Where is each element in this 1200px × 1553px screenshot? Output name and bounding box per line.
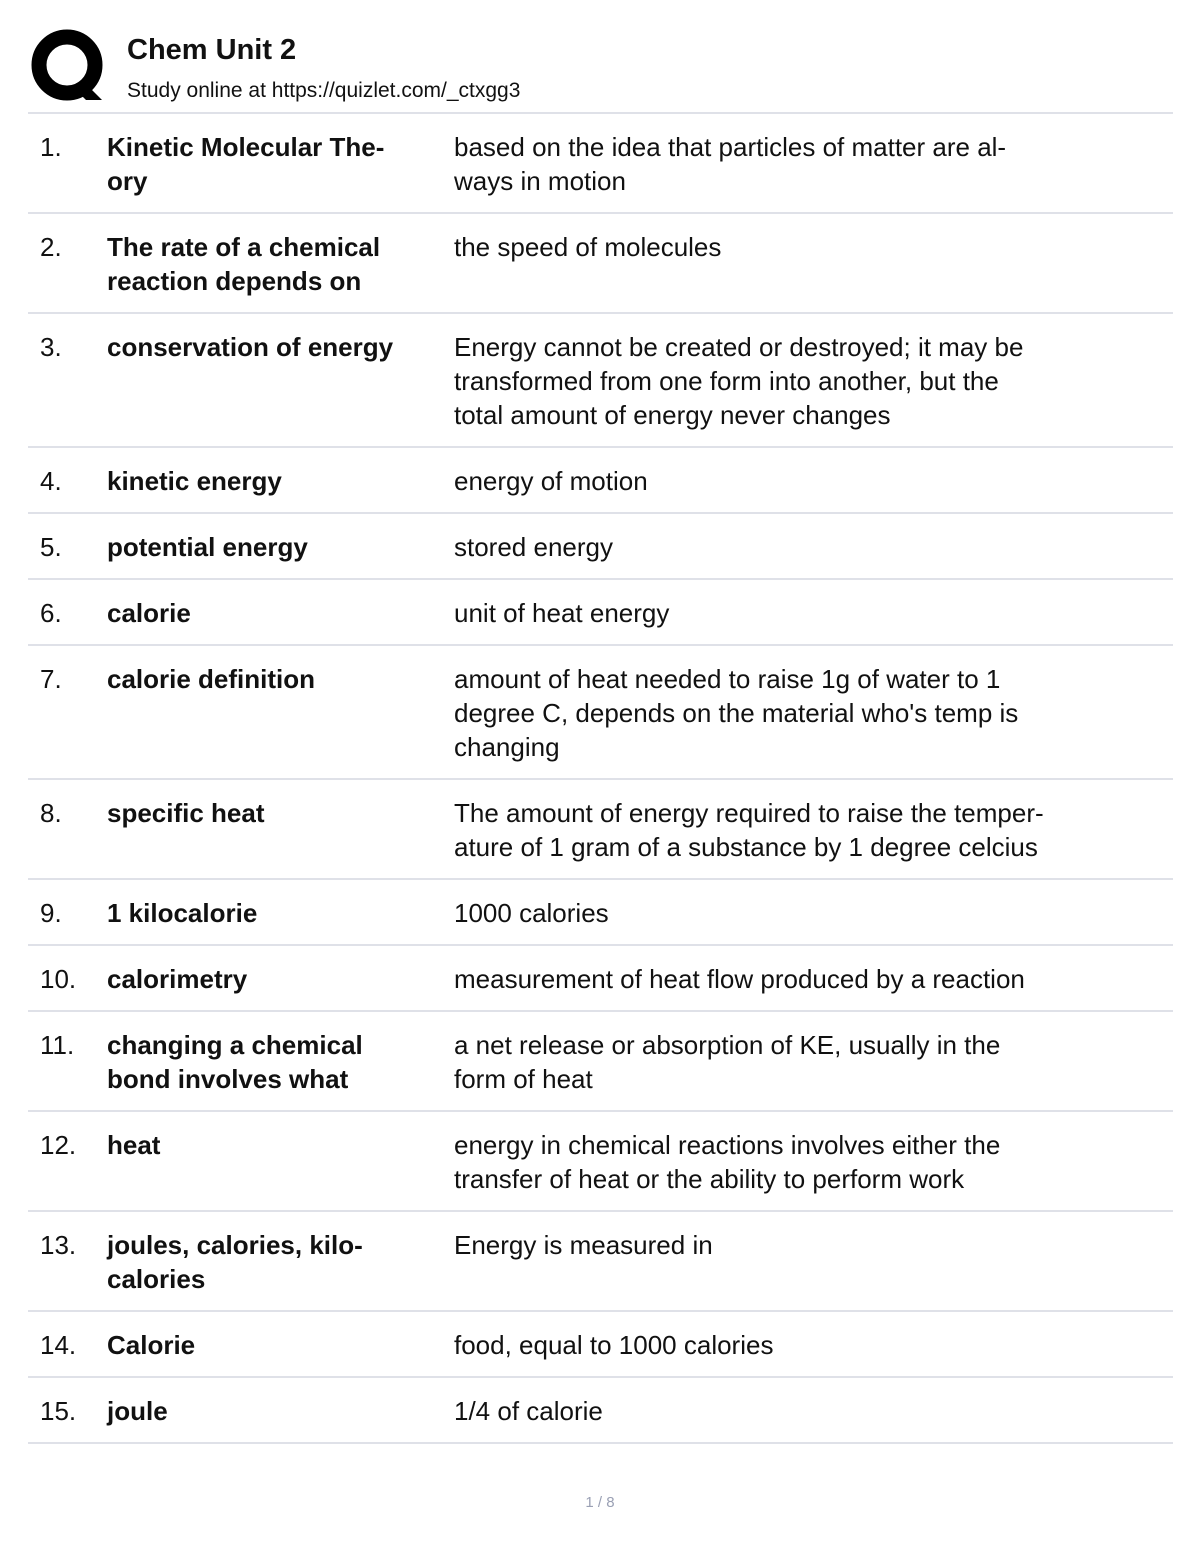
term-line: Kinetic Molecular The- <box>107 132 385 162</box>
card-number: 14. <box>40 1330 77 1360</box>
card-number: 4. <box>40 466 62 496</box>
card-definition <box>454 1028 1169 1096</box>
definition-line: unit of heat energy <box>454 598 670 628</box>
card-term <box>107 530 447 564</box>
term-line: heat <box>107 1130 161 1160</box>
definition-line: The amount of energy required to raise the temper- <box>454 798 1044 828</box>
card-row <box>28 214 1173 314</box>
term-line: The rate of a chemical <box>107 232 381 262</box>
term-line: ory <box>107 166 148 196</box>
definition-line: degree C, depends on the material who's temp is <box>454 698 1019 728</box>
card-term <box>107 1028 447 1096</box>
definition-line: ature of 1 gram of a substance by 1 degree celcius <box>454 832 1038 862</box>
definition-line: energy in chemical reactions involves either the <box>454 1130 1001 1160</box>
card-definition <box>454 662 1169 764</box>
card-row <box>28 1312 1173 1378</box>
card-definition <box>454 596 1169 630</box>
term-line: calorie definition <box>107 664 316 694</box>
card-number: 8. <box>40 798 62 828</box>
card-row <box>28 1012 1173 1112</box>
term-line: calories <box>107 1264 206 1294</box>
card-term <box>107 230 447 298</box>
definition-line: measurement of heat flow produced by a reaction <box>454 964 1025 994</box>
card-term <box>107 896 447 930</box>
definition-line: 1000 calories <box>454 898 609 928</box>
card-term <box>107 464 447 498</box>
term-line: joules, calories, kilo- <box>107 1230 363 1260</box>
definition-line: transfer of heat or the ability to perform work <box>454 1164 965 1194</box>
term-line: conservation of energy <box>107 332 394 362</box>
card-number: 3. <box>40 332 62 362</box>
card-row <box>28 448 1173 514</box>
card-term <box>107 596 447 630</box>
card-definition <box>454 530 1169 564</box>
card-number: 1. <box>40 132 62 162</box>
card-row <box>28 1378 1173 1444</box>
card-term <box>107 796 447 830</box>
card-term <box>107 962 447 996</box>
card-term <box>107 662 447 696</box>
study-link[interactable]: Study online at https://quizlet.com/_ctxgg3 <box>127 79 521 102</box>
definition-line: 1/4 of calorie <box>454 1396 603 1426</box>
card-definition <box>454 1394 1169 1428</box>
quizlet-logo-icon <box>30 28 108 106</box>
term-line: calorimetry <box>107 964 248 994</box>
definition-line: transformed from one form into another, but the <box>454 366 999 396</box>
term-line: potential energy <box>107 532 308 562</box>
card-number: 11. <box>40 1030 75 1060</box>
definition-line: the speed of molecules <box>454 232 722 262</box>
page-header <box>30 28 1172 112</box>
card-definition <box>454 796 1169 864</box>
card-row <box>28 780 1173 880</box>
card-row <box>28 580 1173 646</box>
term-line: reaction depends on <box>107 266 362 296</box>
card-row <box>28 880 1173 946</box>
card-definition <box>454 1128 1169 1196</box>
definition-line: food, equal to 1000 calories <box>454 1330 774 1360</box>
definition-line: energy of motion <box>454 466 648 496</box>
card-term <box>107 1128 447 1162</box>
card-definition <box>454 1228 1169 1262</box>
card-row <box>28 1112 1173 1212</box>
card-term <box>107 130 447 198</box>
card-term <box>107 1228 447 1296</box>
card-number: 6. <box>40 598 62 628</box>
card-definition <box>454 896 1169 930</box>
definition-line: stored energy <box>454 532 613 562</box>
card-number: 10. <box>40 964 77 994</box>
definition-line: changing <box>454 732 560 762</box>
page-number: 1 / 8 <box>585 1494 615 1511</box>
card-definition <box>454 1328 1169 1362</box>
card-definition <box>454 130 1169 198</box>
card-row <box>28 946 1173 1012</box>
card-row <box>28 1212 1173 1312</box>
card-definition <box>454 962 1169 996</box>
definition-line: a net release or absorption of KE, usually in the <box>454 1030 1001 1060</box>
card-row <box>28 646 1173 780</box>
definition-line: Energy is measured in <box>454 1230 713 1260</box>
card-term <box>107 1394 447 1428</box>
term-line: 1 kilocalorie <box>107 898 258 928</box>
term-line: joule <box>107 1396 168 1426</box>
term-line: bond involves what <box>107 1064 349 1094</box>
definition-line: based on the idea that particles of matter are al- <box>454 132 1007 162</box>
term-line: specific heat <box>107 798 265 828</box>
card-number: 9. <box>40 898 62 928</box>
term-line: calorie <box>107 598 191 628</box>
term-line: Calorie <box>107 1330 196 1360</box>
definition-line: amount of heat needed to raise 1g of water to 1 <box>454 664 1001 694</box>
card-definition <box>454 464 1169 498</box>
card-number: 12. <box>40 1130 77 1160</box>
card-number: 2. <box>40 232 62 262</box>
definition-line: total amount of energy never changes <box>454 400 891 430</box>
card-term <box>107 330 447 364</box>
card-row <box>28 114 1173 214</box>
flashcard-list <box>28 112 1173 1444</box>
card-row <box>28 514 1173 580</box>
definition-line: form of heat <box>454 1064 593 1094</box>
term-line: kinetic energy <box>107 466 282 496</box>
card-definition <box>454 230 1169 264</box>
card-number: 7. <box>40 664 62 694</box>
card-row <box>28 314 1173 448</box>
term-line: changing a chemical <box>107 1030 363 1060</box>
definition-line: Energy cannot be created or destroyed; it may be <box>454 332 1024 362</box>
card-number: 13. <box>40 1230 77 1260</box>
card-number: 5. <box>40 532 62 562</box>
page-title: Chem Unit 2 <box>127 34 297 66</box>
definition-line: ways in motion <box>454 166 626 196</box>
card-number: 15. <box>40 1396 77 1426</box>
card-term <box>107 1328 447 1362</box>
card-definition <box>454 330 1169 432</box>
